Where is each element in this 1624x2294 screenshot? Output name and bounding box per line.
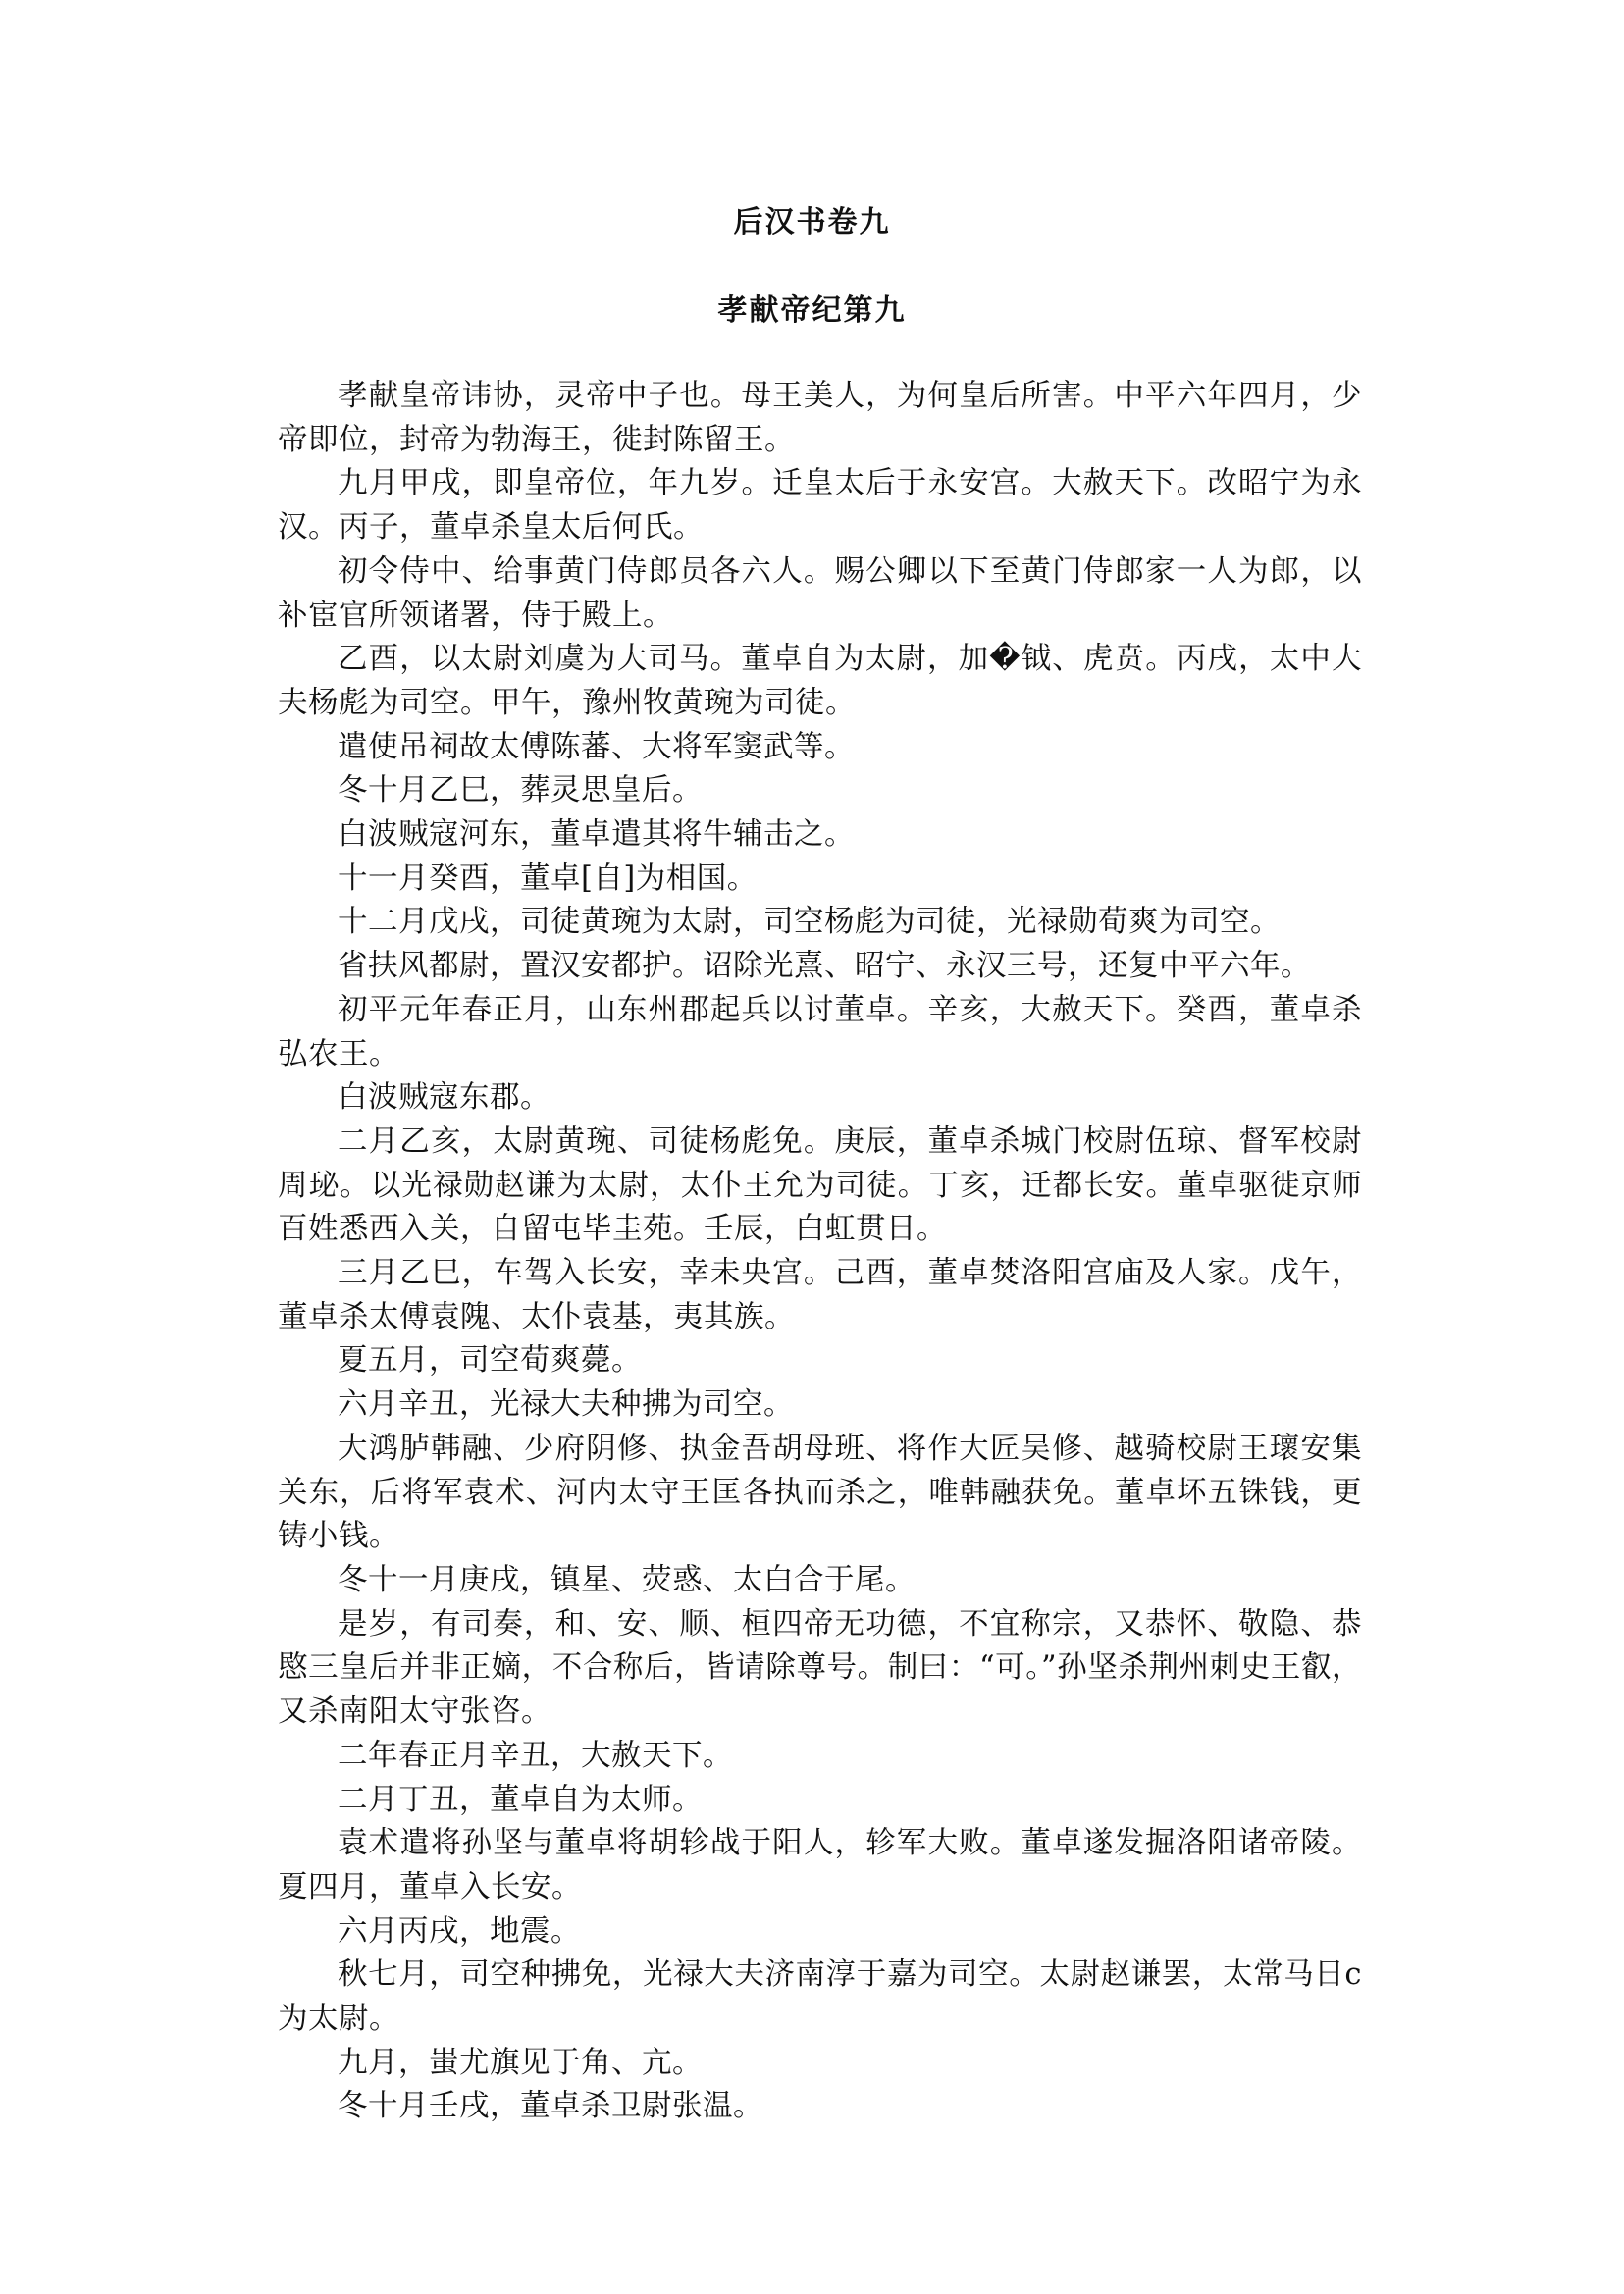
paragraph: 初令侍中、给事黄门侍郎员各六人。赐公卿以下至黄门侍郎家一人为郎，以补宦官所领诸署，侍于殿上。 [278, 553, 1362, 633]
paragraph: 省扶风都尉，置汉安都护。诏除光熹、昭宁、永汉三号，还复中平六年。 [338, 949, 1311, 984]
paragraph: 秋七月，司空种拂免，光禄大夫济南淳于嘉为司空。太尉赵谦罢，太常马日c 为太尉。 [278, 1957, 1362, 2037]
paragraph: 六月丙戌，地震。 [338, 1913, 581, 1949]
paragraph: 乙酉，以太尉刘虞为大司马。董卓自为太尉，加�钺、虎贲。丙戌，太中大夫杨彪为司空。甲午，豫州牧黄琬为司徒。 [278, 642, 1362, 720]
chapter-title: 孝献帝纪第九 [717, 293, 907, 328]
paragraph: 冬十月壬戌，董卓杀卫尉张温。 [338, 2089, 763, 2124]
paragraph: 冬十一月庚戌，镇星、荧惑、太白合于尾。 [338, 1562, 916, 1597]
paragraph: 孝献皇帝讳协，灵帝中子也。母王美人，为何皇后所害。中平六年四月，少帝即位，封帝为勃海王，徙封陈留王。 [278, 379, 1362, 457]
book-title: 后汉书卷九 [733, 205, 891, 239]
paragraph: 十一月癸酉，董卓[自]为相国。 [338, 860, 758, 896]
paragraph: 是岁，有司奏，和、安、顺、桓四帝无功德，不宜称宗，又恭怀、敬隐、恭愍三皇后并非正嫡，不合称后，皆请除尊号。制曰：“可。”孙坚杀荆州刺史王叡，又杀南阳太守张咨。 [278, 1606, 1362, 1730]
body-text [278, 375, 1362, 2129]
paragraph: 冬十月乙巳，葬灵思皇后。 [338, 773, 703, 808]
paragraph: 二月乙亥，太尉黄琬、司徒杨彪免。庚辰，董卓杀城门校尉伍琼、督军校尉周珌。以光禄勋赵谦为太尉，太仆王允为司徒。丁亥，迁都长安。董卓驱徙京师百姓悉西入关，自留屯毕圭苑。壬辰，白虹贯日。 [278, 1123, 1362, 1247]
paragraph: 二月丁丑，董卓自为太师。 [338, 1782, 703, 1817]
paragraph: 夏五月，司空荀爽薨。 [338, 1343, 642, 1379]
paragraph: 初平元年春正月，山东州郡起兵以讨董卓。辛亥，大赦天下。癸酉，董卓杀弘农王。 [278, 992, 1362, 1071]
paragraph: 遣使吊祠故太傅陈蕃、大将军窦武等。 [338, 729, 855, 764]
paragraph: 二年春正月辛丑，大赦天下。 [338, 1738, 733, 1773]
paragraph: 九月甲戌，即皇帝位，年九岁。迁皇太后于永安宫。大赦天下。改昭宁为永汉。丙子，董卓杀皇太后何氏。 [278, 466, 1362, 546]
paragraph: 三月乙巳，车驾入长安，幸未央宫。己酉，董卓焚洛阳宫庙及人家。戊午，董卓杀太傅袁隗、太仆袁基，夷其族。 [278, 1256, 1362, 1334]
paragraph: 袁术遣将孙坚与董卓将胡轸战于阳人，轸军大败。董卓遂发掘洛阳诸帝陵。夏四月，董卓入长安。 [278, 1826, 1362, 1904]
paragraph: 白波贼寇东郡。 [338, 1080, 550, 1116]
paragraph: 白波贼寇河东，董卓遣其将牛辅击之。 [338, 817, 855, 853]
paragraph: 大鸿胪韩融、少府阴修、执金吾胡母班、将作大匠吴修、越骑校尉王瓌安集关东，后将军袁术、河内太守王匡各执而杀之，唯韩融获免。董卓坏五铢钱，更铸小钱。 [278, 1431, 1362, 1554]
paragraph: 六月辛丑，光禄大夫种拂为司空。 [338, 1387, 794, 1423]
paragraph: 九月，蚩尤旗见于角、亢。 [338, 2045, 703, 2080]
paragraph: 十二月戊戌，司徒黄琬为太尉，司空杨彪为司徒，光禄勋荀爽为司空。 [338, 905, 1281, 940]
